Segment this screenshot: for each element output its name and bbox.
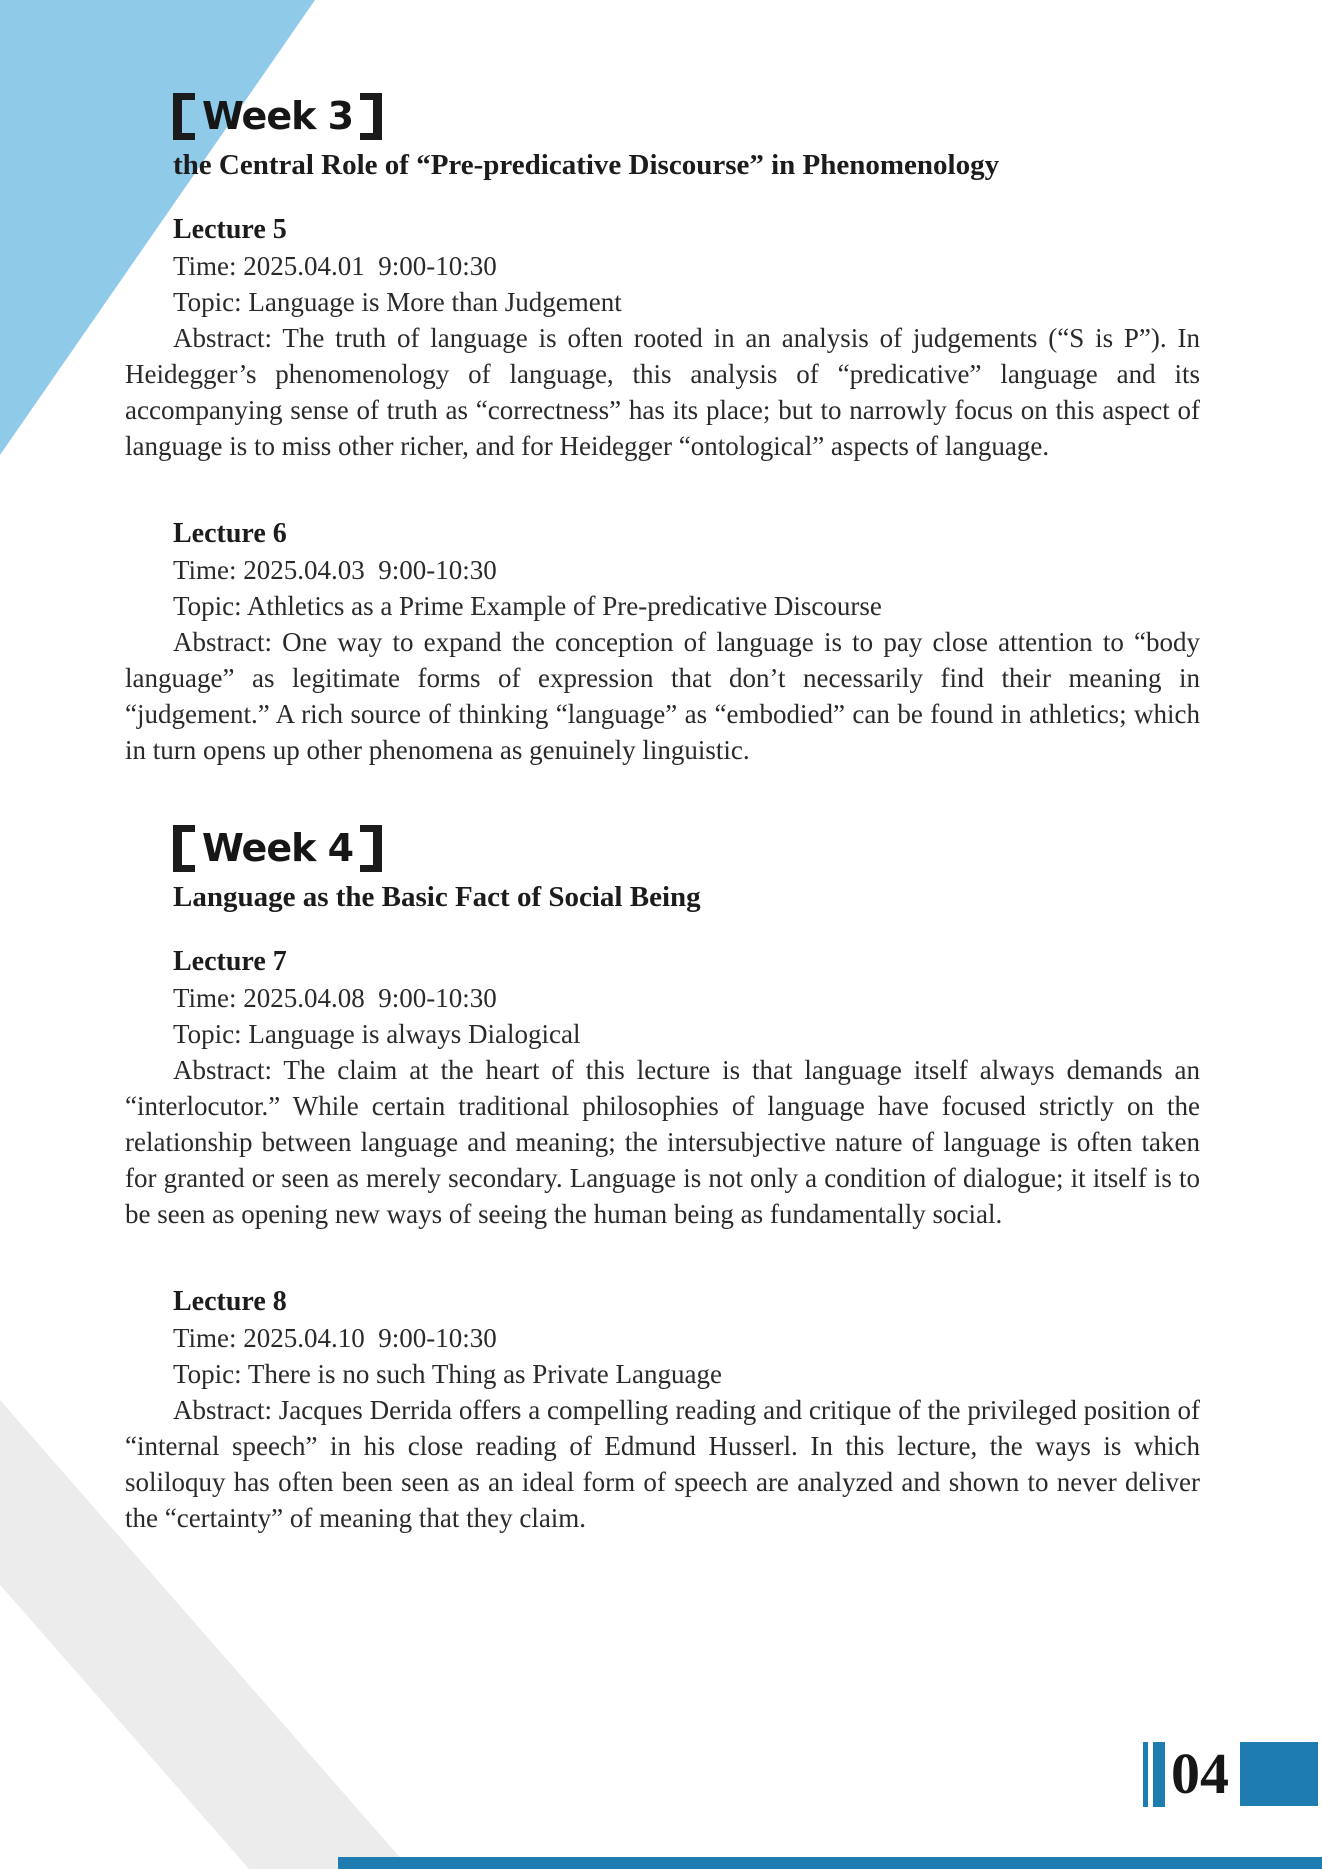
- page-number-thin-bar: [1143, 1742, 1148, 1807]
- lecture-8-time: Time: 2025.04.10 9:00-10:30: [173, 1323, 497, 1353]
- page-number-blue-box: [1240, 1742, 1318, 1806]
- week-4-label: Week 4: [202, 826, 354, 870]
- week-4-heading: [125, 824, 1200, 872]
- lecture-7-topic: Topic: Language is always Dialogical: [173, 1019, 581, 1049]
- lecture-6-abstract: Abstract: One way to expand the conception of language is to pay close attention to “body language” as legitimate forms of expression that don’t necessarily find their meaning in “judgement.” A rich source of thinking “language” as “embodied” can be found in athletics; which in turn opens up other phenomena as genuinely linguistic.: [125, 627, 1200, 765]
- right-lenticular-bracket-icon: [360, 93, 382, 140]
- left-lenticular-bracket-icon: [173, 825, 195, 872]
- lecture-5-topic: Topic: Language is More than Judgement: [173, 287, 622, 317]
- left-lenticular-bracket-icon: [173, 93, 195, 140]
- page-number: 04: [1171, 1741, 1229, 1806]
- lecture-8-abstract: Abstract: Jacques Derrida offers a compelling reading and critique of the privileged position of “internal speech” in his close reading of Edmund Husserl. In this lecture, the ways is which soliloquy has often been seen as an ideal form of speech are analyzed and shown to never deliver the “certainty” of meaning that they claim.: [125, 1395, 1200, 1533]
- week-4-section: [125, 824, 1200, 1536]
- lecture-6-time: Time: 2025.04.03 9:00-10:30: [173, 555, 497, 585]
- footer-blue-strip: [338, 1857, 1322, 1869]
- lecture-7-block: [125, 944, 1200, 1232]
- lecture-6-block: [125, 516, 1200, 768]
- lecture-8-block: [125, 1284, 1200, 1536]
- lecture-7-time: Time: 2025.04.08 9:00-10:30: [173, 983, 497, 1013]
- lecture-5-abstract: Abstract: The truth of language is often rooted in an analysis of judgements (“S is P”). In Heidegger’s phenomenology of language, this analysis of “predicative” language and its accompanying sense of truth as “correctness” has its place; but to narrowly focus on this aspect of language is to miss other richer, and for Heidegger “ontological” aspects of language.: [125, 323, 1200, 461]
- right-lenticular-bracket-icon: [360, 825, 382, 872]
- lecture-5-title: Lecture 5: [173, 214, 287, 245]
- week-3-subtitle: the Central Role of “Pre-predicative Discourse” in Phenomenology: [173, 149, 1000, 181]
- week-4-subtitle: Language as the Basic Fact of Social Being: [173, 881, 701, 913]
- lecture-7-abstract: Abstract: The claim at the heart of this lecture is that language itself always demands an “interlocutor.” While certain traditional philosophies of language have focused strictly on the relationship between language and meaning; the intersubjective nature of language is often taken for granted or seen as merely secondary. Language is not only a condition of dialogue; it itself is to be seen as opening new ways of seeing the human being as fundamentally social.: [125, 1055, 1200, 1229]
- lecture-5-time: Time: 2025.04.01 9:00-10:30: [173, 251, 497, 281]
- lecture-8-title: Lecture 8: [173, 1286, 287, 1317]
- lecture-7-title: Lecture 7: [173, 946, 287, 977]
- page-number-thick-bar: [1153, 1742, 1165, 1807]
- week-3-section: [125, 92, 1200, 768]
- lecture-5-block: [125, 212, 1200, 464]
- lecture-8-topic: Topic: There is no such Thing as Private Language: [173, 1359, 722, 1389]
- week-3-heading: [125, 92, 1200, 140]
- lecture-6-title: Lecture 6: [173, 518, 287, 549]
- week-3-label: Week 3: [202, 94, 354, 138]
- lecture-6-topic: Topic: Athletics as a Prime Example of Pre-predicative Discourse: [173, 591, 882, 621]
